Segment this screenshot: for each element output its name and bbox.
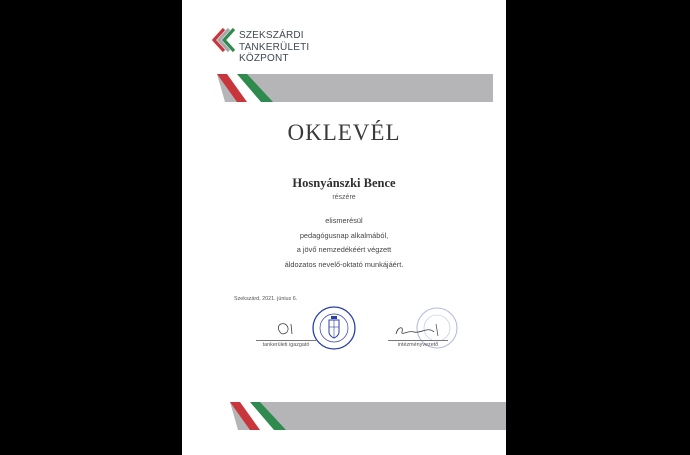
issue-date: Szekszárd, 2021. június 6. — [234, 296, 298, 302]
organization-name-line2: TANKERÜLETI — [239, 41, 310, 53]
body-line: a jövő nemzedékéért végzett — [296, 245, 392, 254]
recipient-name: Hosnyánszki Bence — [292, 176, 396, 190]
certificate-body — [182, 214, 506, 272]
director-signature-line — [256, 340, 316, 341]
director-signature — [268, 318, 304, 340]
organization-name-line1: SZEKSZÁRDI — [239, 30, 304, 41]
organization-name — [239, 30, 309, 65]
body-line: áldozatos nevelő-oktató munkájáért. — [284, 259, 404, 269]
body-line: pedagógusnap alkalmából, — [299, 230, 389, 240]
headteacher-signature-line — [388, 340, 448, 341]
director-role: tankerületi igazgató — [262, 342, 310, 348]
body-line: elismerésül — [325, 216, 363, 225]
recipient-for-label: részére — [332, 194, 356, 201]
official-stamp — [311, 305, 357, 351]
top-decorative-stripe — [217, 74, 493, 102]
certificate-title: OKLEVÉL — [287, 120, 401, 145]
organization-logo-chevron — [210, 26, 236, 74]
organization-name-line3: KÖZPONT — [239, 53, 289, 64]
bottom-decorative-stripe — [230, 402, 506, 430]
headteacher-role: intézményvezető — [397, 342, 439, 348]
certificate-page — [182, 0, 506, 455]
